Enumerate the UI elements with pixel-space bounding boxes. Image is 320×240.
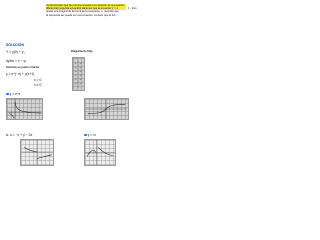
graph-2 — [84, 98, 129, 120]
intro-paragraph — [46, 4, 126, 17]
direction-field-graph — [72, 57, 85, 91]
bullet-icon — [84, 134, 87, 137]
bullet-icon — [6, 93, 9, 96]
solution-eq-1: Y = y(0) + y₁ — [6, 50, 25, 54]
general-solution-label: Solución en punto el factor — [6, 66, 40, 69]
graph-1-label — [6, 92, 20, 96]
graph-3 — [20, 139, 54, 166]
solution-heading: SOLUCIÓN — [6, 43, 24, 47]
graph-3-prefix: a. — [6, 133, 9, 137]
condition-1: x > 0 — [34, 78, 42, 82]
graph-4-curve — [85, 140, 115, 165]
intro-fragment-right: 1 - 2x/e — [128, 7, 137, 10]
graph-4-label-text: y = x² — [87, 133, 96, 137]
direction-field-arrows — [73, 58, 84, 90]
intro-line-2: diferencial [segunda ecuación] sabemos que la ecuación y' = 1 — [46, 7, 126, 10]
intro-line-3: quede una integral de la forma de la respuesta. n. recordar que — [46, 10, 119, 14]
graph-3-label-text: u = −x + y − 3x — [9, 133, 33, 137]
graph-1-label-text: y = e^x — [9, 92, 21, 96]
graph-4 — [84, 139, 116, 166]
graph-3-label — [6, 133, 32, 137]
direction-field-title: Diagrama de flujo — [71, 50, 93, 53]
graph-1 — [6, 98, 43, 120]
solution-eq-2: dy/dx = x − y² — [6, 59, 27, 63]
intro-line-4: la respuesta así puede ser una ecuación, es decir que la fun... — [46, 13, 118, 17]
graph-2-curve — [85, 99, 128, 119]
graph-4-label — [84, 133, 96, 137]
intro-line-1: ha demostrado que [tu primera ecuación] es solución de la ecuación — [46, 4, 125, 7]
general-solution-eq: y = e^(−x) + c(x+1) — [6, 72, 35, 76]
graph-1-curve — [7, 99, 42, 119]
condition-2: x ≠ 0 — [34, 83, 42, 87]
graph-3-curve — [21, 140, 53, 165]
